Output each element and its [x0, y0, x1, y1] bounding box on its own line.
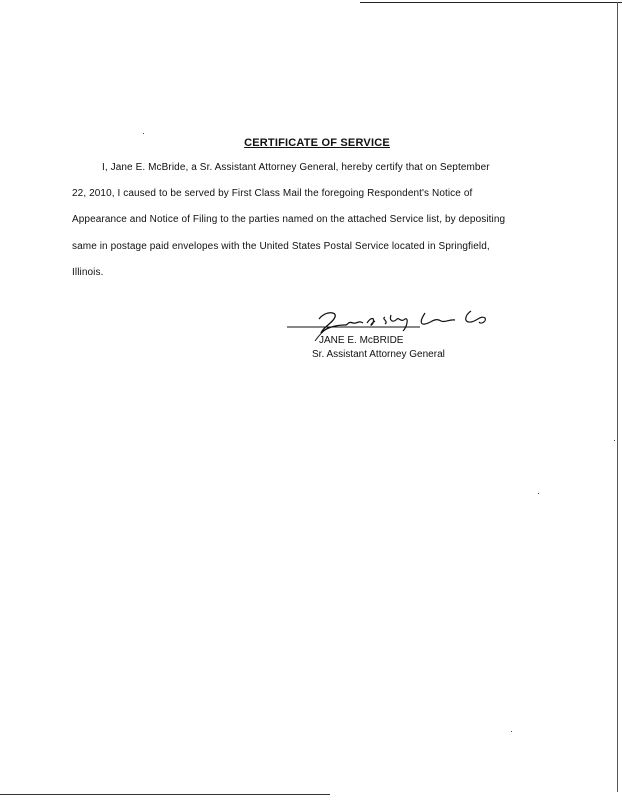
scan-speck — [511, 731, 512, 732]
scan-artifact-top-rule — [360, 2, 622, 3]
certificate-title: CERTIFICATE OF SERVICE — [244, 137, 390, 149]
scan-artifact-bottom-rule — [0, 794, 330, 795]
body-line: 22, 2010, I caused to be served by First Class Mail the foregoing Respondent's Notice of — [72, 188, 473, 199]
scan-artifact-right-border — [617, 2, 618, 792]
scan-speck — [143, 133, 144, 134]
body-line: same in postage paid envelopes with the United States Postal Service located in Springfield, — [72, 241, 490, 252]
body-line: Appearance and Notice of Filing to the parties named on the attached Service list, by depositing — [72, 214, 506, 225]
signature-block — [285, 305, 515, 365]
signatory-title: Sr. Assistant Attorney General — [312, 349, 445, 360]
body-line: I, Jane E. McBride, a Sr. Assistant Attorney General, hereby certify that on September — [102, 162, 490, 173]
scan-speck — [538, 493, 539, 494]
scan-speck — [614, 440, 615, 441]
body-line: Illinois. — [72, 267, 104, 278]
signatory-name: JANE E. McBRIDE — [319, 335, 404, 346]
